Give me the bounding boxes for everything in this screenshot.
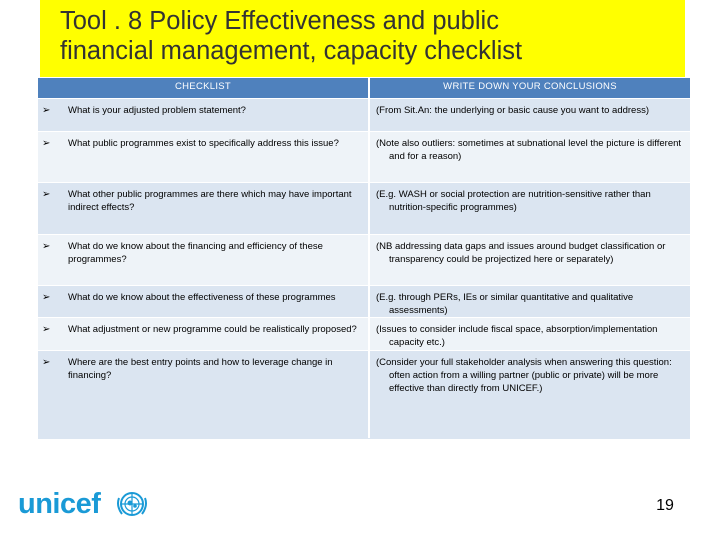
header-checklist: CHECKLIST bbox=[174, 81, 232, 92]
conclusion-note: (NB addressing data gaps and issues around budget classification or transparency could be projectized here or separately) bbox=[376, 241, 666, 265]
table-row bbox=[38, 98, 690, 132]
checklist-question: Where are the best entry points and how to leverage change in financing? bbox=[68, 357, 333, 381]
table-header bbox=[38, 78, 690, 98]
conclusion-note: (E.g. WASH or social protection are nutrition-sensitive rather than nutrition-specific programmes) bbox=[376, 189, 651, 213]
logo-wordmark: unicef bbox=[18, 488, 101, 520]
checklist-question: What do we know about the financing and efficiency of these programmes? bbox=[68, 241, 323, 265]
arrow-bullet-icon: ➢ bbox=[42, 324, 51, 335]
conclusion-note: (From Sit.An: the underlying or basic cause you want to address) bbox=[376, 105, 649, 116]
slide-title-line-1: Tool . 8 Policy Effectiveness and public bbox=[60, 7, 499, 35]
arrow-bullet-icon: ➢ bbox=[42, 189, 51, 200]
checklist-question: What is your adjusted problem statement? bbox=[68, 105, 246, 116]
checklist-question: What do we know about the effectiveness of these programmes bbox=[68, 292, 336, 303]
arrow-bullet-icon: ➢ bbox=[42, 292, 51, 303]
header-conclusions: WRITE DOWN YOUR CONCLUSIONS bbox=[443, 81, 617, 92]
checklist-question: What public programmes exist to specifically address this issue? bbox=[68, 138, 339, 149]
table-row bbox=[38, 317, 690, 351]
conclusion-note: (E.g. through PERs, IEs or similar quantitative and qualitative assessments) bbox=[376, 292, 634, 316]
table-row bbox=[38, 285, 690, 318]
arrow-bullet-icon: ➢ bbox=[42, 241, 51, 252]
table-row bbox=[38, 234, 690, 286]
column-divider bbox=[368, 78, 370, 438]
slide-title bbox=[60, 6, 680, 66]
unicef-emblem-icon bbox=[114, 488, 150, 522]
table-row bbox=[38, 182, 690, 235]
slide-title-line-2: financial management, capacity checklist bbox=[60, 37, 523, 65]
checklist-question: What other public programmes are there which may have important indirect effects? bbox=[68, 189, 352, 213]
arrow-bullet-icon: ➢ bbox=[42, 105, 51, 116]
arrow-bullet-icon: ➢ bbox=[42, 357, 51, 368]
checklist-question: What adjustment or new programme could be realistically proposed? bbox=[68, 324, 357, 335]
table-row bbox=[38, 350, 690, 439]
arrow-bullet-icon: ➢ bbox=[42, 138, 51, 149]
conclusion-note: (Consider your full stakeholder analysis when answering this question: often action from a willing partner (public or private) will be more effective than directly from UNICEF.) bbox=[376, 357, 672, 394]
conclusion-note: (Issues to consider include fiscal space, absorption/implementation capacity etc.) bbox=[376, 324, 658, 348]
table-row bbox=[38, 131, 690, 183]
checklist-table bbox=[38, 78, 690, 438]
conclusion-note: (Note also outliers: sometimes at subnational level the picture is different and for a reason) bbox=[376, 138, 682, 162]
page-number: 19 bbox=[656, 497, 674, 514]
